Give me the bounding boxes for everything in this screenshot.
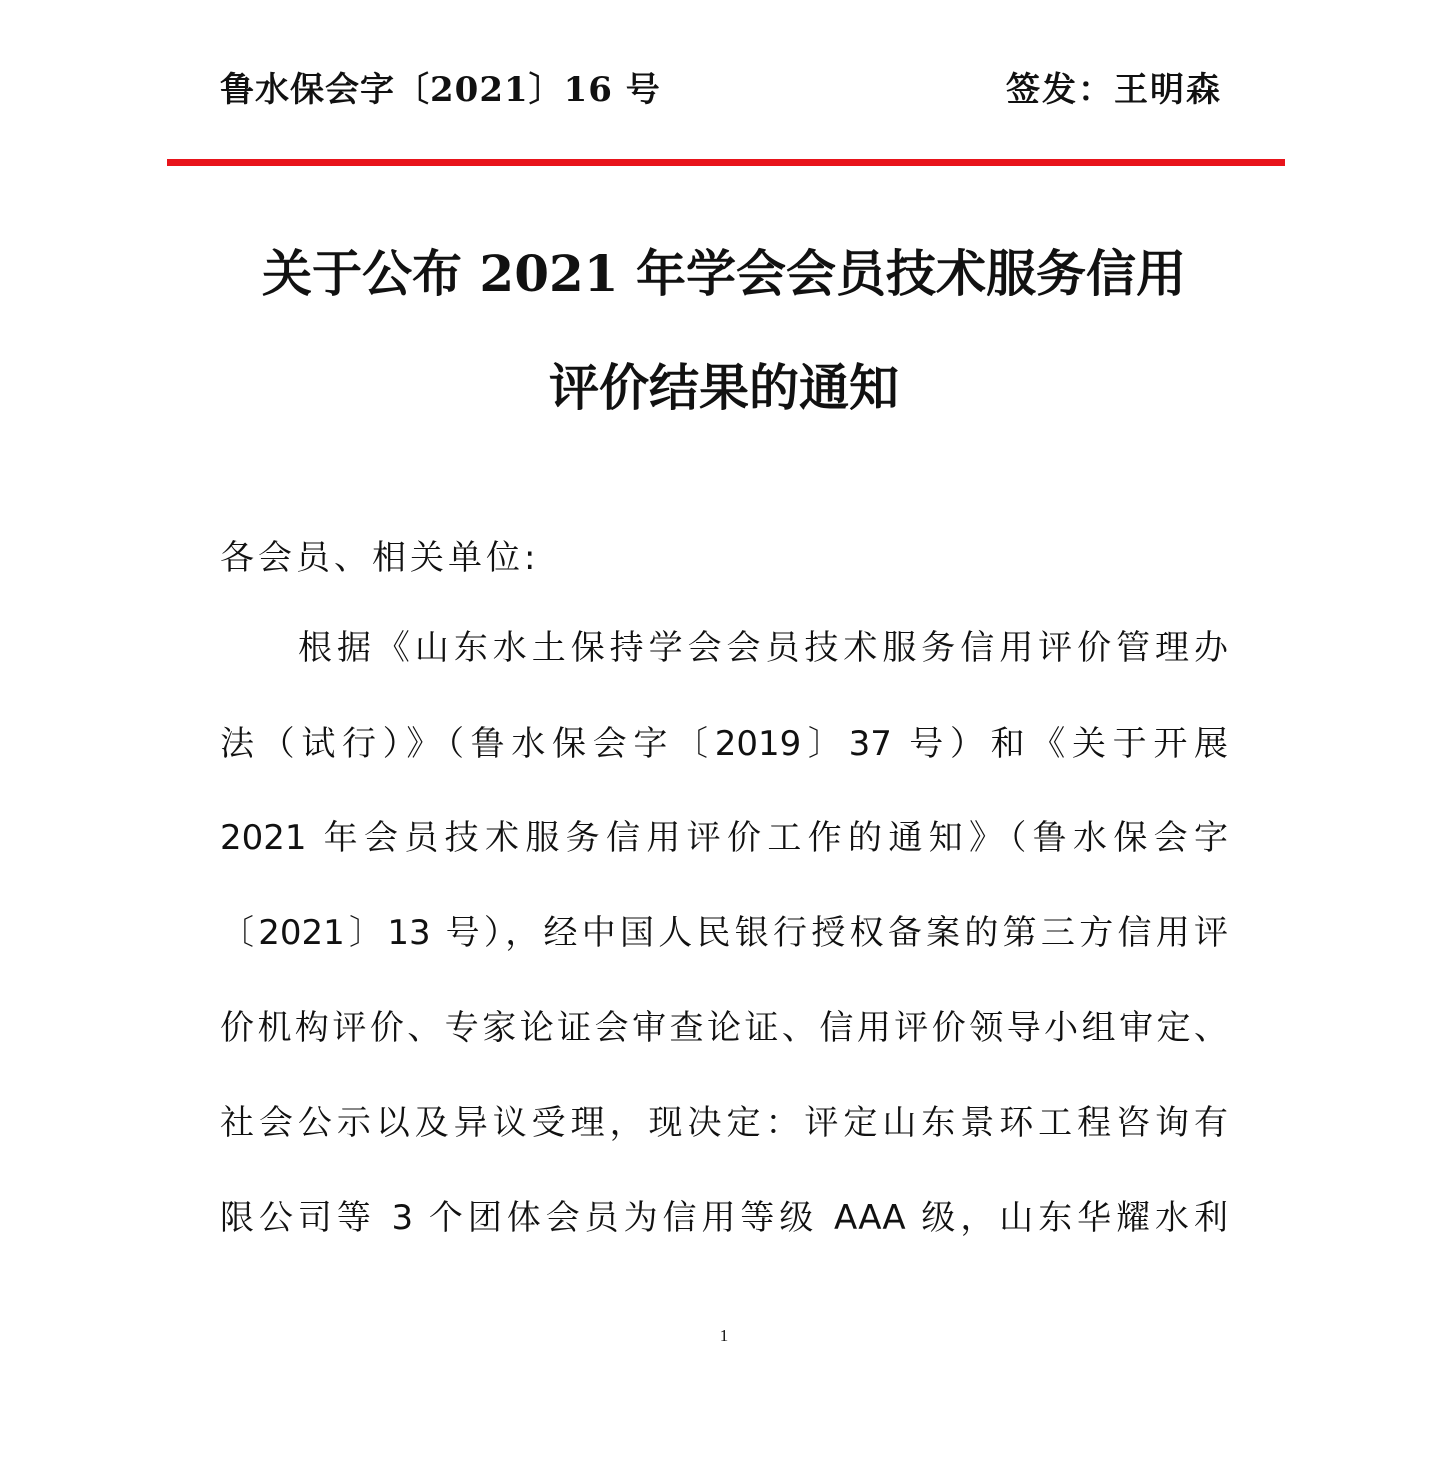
body-text-line: 法（试行）》（鲁水保会字〔2019〕37 号）和《关于开展 xyxy=(220,724,1228,764)
document-title-line-2: 评价结果的通知 xyxy=(549,358,899,417)
body-text-line: 〔2021〕13 号），经中国人民银行授权备案的第三方信用评 xyxy=(220,913,1228,953)
red-header-rule xyxy=(167,159,1285,166)
body-text-line: 限公司等 3 个团体会员为信用等级 AAA 级，山东华耀水利 xyxy=(220,1198,1228,1238)
body-text-line: 2021 年会员技术服务信用评价工作的通知》（鲁水保会字 xyxy=(220,818,1228,858)
document-title-line-1: 关于公布 2021 年学会会员技术服务信用 xyxy=(262,244,1186,303)
page-number: 1 xyxy=(719,1326,729,1345)
body-text-line: 社会公示以及异议受理，现决定：评定山东景环工程咨询有 xyxy=(220,1103,1228,1143)
body-text-line: 根据《山东水土保持学会会员技术服务信用评价管理办 xyxy=(298,628,1228,668)
signer: 签发：王明森 xyxy=(1006,70,1222,110)
body-text-line: 价机构评价、专家论证会审查论证、信用评价领导小组审定、 xyxy=(220,1008,1228,1048)
salutation: 各会员、相关单位: xyxy=(220,538,540,578)
document-number: 鲁水保会字〔2021〕16 号 xyxy=(220,70,661,110)
